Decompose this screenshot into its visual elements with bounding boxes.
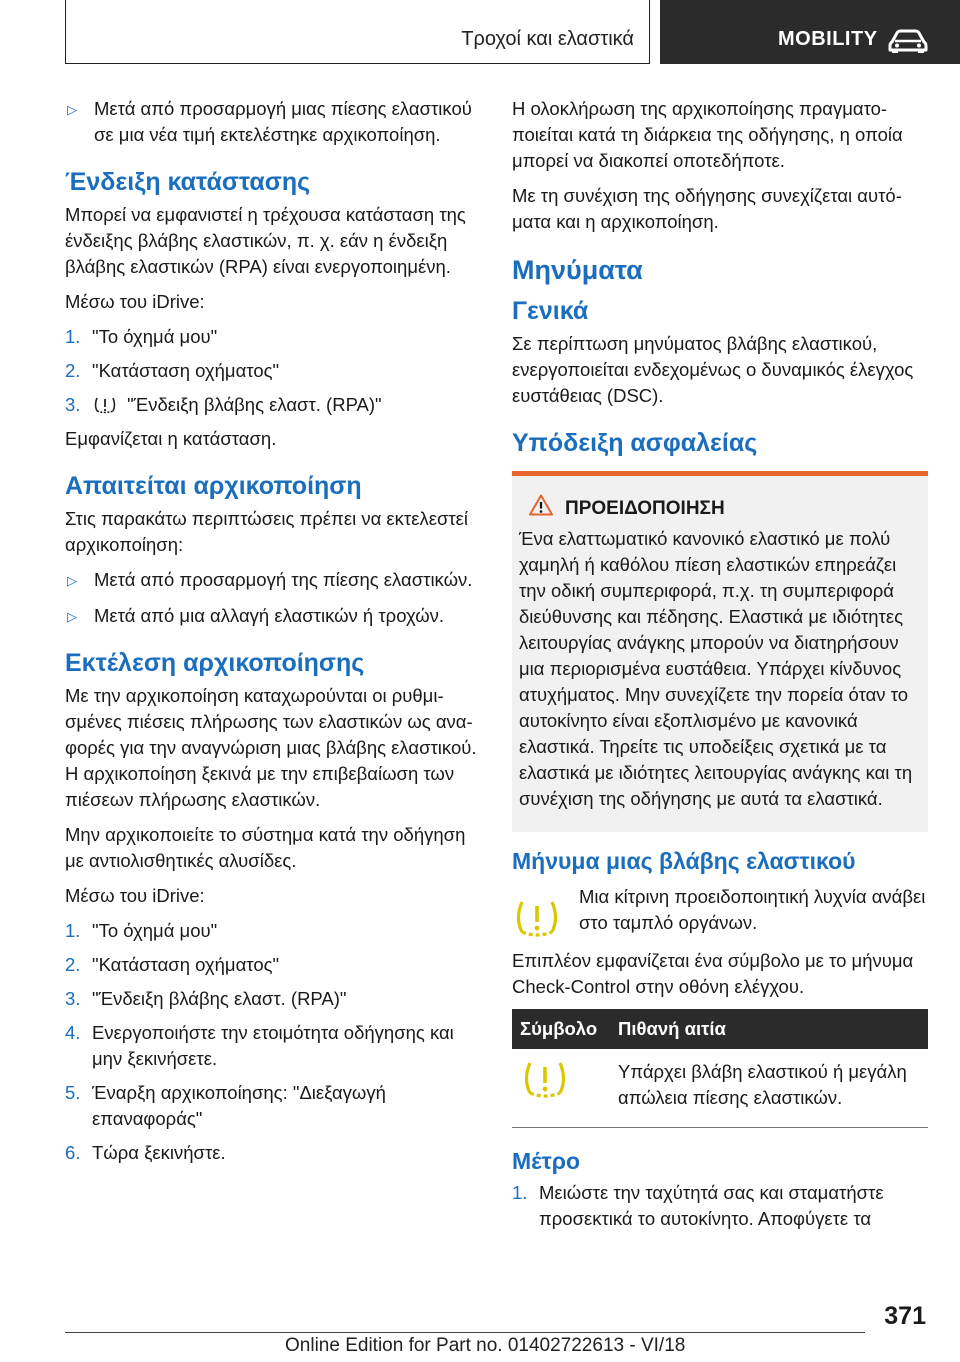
paragraph: Μια κίτρινη προειδοποιητική λυχνία ανάβει στο ταμπλό οργάνων. bbox=[579, 886, 926, 933]
paragraph: Εμφανίζεται η κατάσταση. bbox=[65, 428, 277, 449]
status-steps-list bbox=[65, 324, 483, 418]
list-item bbox=[65, 96, 483, 148]
tire-pressure-icon bbox=[92, 395, 118, 415]
perform-steps-list bbox=[65, 918, 483, 1166]
step-number: 1. bbox=[65, 326, 81, 347]
step-number: 3. bbox=[65, 988, 81, 1009]
step-number: 2. bbox=[65, 360, 81, 381]
list-item bbox=[65, 918, 483, 944]
list-item bbox=[65, 392, 483, 418]
step-text: "Το όχημά μου" bbox=[92, 326, 218, 347]
step-text: Έναρξη αρχικοποίησης: "Διεξαγωγή επαναφοράς" bbox=[92, 1082, 386, 1129]
step-text: "Ένδειξη βλάβης ελαστ. (RPA)" bbox=[92, 988, 347, 1009]
list-item-text: Μετά από προσαρμογή μιας πίεσης ελαστικού σε μια νέα τιμή εκτελέστηκε αρχικοποίηση. bbox=[94, 98, 472, 145]
step-number: 6. bbox=[65, 1142, 81, 1163]
list-item bbox=[65, 1140, 483, 1166]
messages-heading: Μηνύματα bbox=[512, 255, 643, 285]
table-cell-symbol bbox=[512, 1049, 610, 1128]
paragraph: Επιπλέον εμφανίζεται ένα σύμβολο με το μήνυμα Check-Control στην οθόνη ελέγχου. bbox=[512, 950, 914, 997]
list-item bbox=[65, 358, 483, 384]
measure-heading: Μέτρο bbox=[512, 1148, 581, 1174]
safety-heading: Υπόδειξη ασφαλείας bbox=[512, 429, 758, 457]
list-item-text: Μετά από προσαρμογή της πίεσης ελαστικών. bbox=[94, 569, 473, 590]
list-item bbox=[65, 1080, 483, 1132]
step-number: 1. bbox=[65, 920, 81, 941]
paragraph: Με τη συνέχιση της οδήγησης συνεχίζεται αυτόματα και η αρχικοποίηση. bbox=[512, 185, 902, 232]
table-row bbox=[512, 1049, 928, 1128]
general-heading: Γενικά bbox=[512, 297, 589, 325]
list-item bbox=[65, 324, 483, 350]
list-item bbox=[65, 567, 483, 593]
left-column bbox=[65, 96, 483, 1174]
list-item bbox=[65, 986, 483, 1012]
paragraph: Η ολοκλήρωση της αρχικοποίησης πραγματοποιείται κατά τη διάρκεια της οδήγησης, η οποία μπορεί να διακοπεί οποτεδήποτε. bbox=[512, 98, 903, 171]
header-chapter-tab bbox=[660, 0, 960, 64]
paragraph: Μέσω του iDrive: bbox=[65, 885, 205, 906]
table-header-cause: Πιθανή αιτία bbox=[610, 1009, 928, 1049]
table-header-symbol: Σύμβολο bbox=[512, 1009, 610, 1049]
required-heading: Απαιτείται αρχικοποίηση bbox=[65, 472, 362, 500]
tire-pressure-warning-icon bbox=[520, 1059, 570, 1101]
list-item bbox=[65, 1020, 483, 1072]
defect-indicator-row bbox=[512, 884, 928, 936]
paragraph: Μην αρχικοποιείτε το σύστημα κατά την οδήγηση με αντιολισθητικές αλυσίδες. bbox=[65, 824, 466, 871]
warning-triangle-icon bbox=[529, 494, 553, 516]
step-text: "Ένδειξη βλάβης ελαστ. (RPA)" bbox=[127, 394, 382, 415]
paragraph: Με την αρχικοποίηση καταχωρούνται οι ρυθμισμένες πιέσεις πλήρωσης των ελαστικών ως αναφορές για την αναγνώριση μιας βλάβης ελαστικού. Η αρχικοποίηση ξεκινά με την επιβεβαίωση των πιέσεων πλήρωσης ελαστικών. bbox=[65, 685, 477, 810]
header-section-title: Τροχοί και ελαστικά bbox=[461, 28, 634, 50]
step-text: Τώρα ξεκινήστε. bbox=[92, 1142, 226, 1163]
list-item-text: Μετά από μια αλλαγή ελαστικών ή τροχών. bbox=[94, 605, 445, 626]
header-chapter-label: MOBILITY bbox=[778, 28, 878, 50]
step-number: 1. bbox=[512, 1182, 528, 1203]
right-column bbox=[512, 96, 928, 1240]
step-number: 5. bbox=[65, 1082, 81, 1103]
page-number: 371 bbox=[884, 1302, 926, 1330]
footer-divider bbox=[65, 1332, 865, 1333]
step-text: Μειώστε την ταχύτητά σας και σταματήστε προσεκτικά το αυτοκίνητο. Αποφύγετε τα bbox=[539, 1182, 884, 1229]
car-icon bbox=[888, 28, 928, 54]
step-number: 3. bbox=[65, 394, 81, 415]
step-text: "Κατάσταση οχήματος" bbox=[92, 360, 280, 381]
bullet-triangle-icon: ▷ bbox=[67, 609, 77, 624]
step-text: Ενεργοποιήστε την ετοιμότητα οδήγησης και μην ξεκινήσετε. bbox=[92, 1022, 454, 1069]
table-header-row bbox=[512, 1009, 928, 1049]
symbol-table bbox=[512, 1009, 928, 1128]
footer-edition: Online Edition for Part no. 01402722613 - VI/18 bbox=[285, 1335, 686, 1356]
warning-title bbox=[519, 496, 920, 522]
defect-heading: Μήνυμα μιας βλάβης ελαστικού bbox=[512, 848, 856, 874]
paragraph: Στις παρακάτω περιπτώσεις πρέπει να εκτελεστεί αρχικοποίηση: bbox=[65, 508, 469, 555]
bullet-triangle-icon: ▷ bbox=[67, 573, 77, 588]
step-text: "Κατάσταση οχήματος" bbox=[92, 954, 280, 975]
paragraph: Μέσω του iDrive: bbox=[65, 291, 205, 312]
perform-heading: Εκτέλεση αρχικοποίησης bbox=[65, 649, 365, 677]
table-cell-cause: Υπάρχει βλάβη ελαστικού ή μεγάλη απώλεια πίεσης ελαστικών. bbox=[610, 1049, 928, 1128]
measure-steps-list bbox=[512, 1180, 928, 1232]
warning-title-text: ΠΡΟΕΙΔΟΠΟΙΗΣΗ bbox=[565, 498, 725, 519]
warning-box bbox=[512, 471, 928, 832]
step-number: 4. bbox=[65, 1022, 81, 1043]
paragraph: Σε περίπτωση μηνύματος βλάβης ελαστικού, ενεργοποιείται ενδεχομένως ο δυναμικός έλεγχος ευστάθειας (DSC). bbox=[512, 333, 914, 406]
status-heading: Ένδειξη κατάστασης bbox=[65, 168, 311, 196]
list-item bbox=[65, 952, 483, 978]
list-item bbox=[512, 1180, 928, 1232]
step-number: 2. bbox=[65, 954, 81, 975]
tire-pressure-warning-icon bbox=[512, 898, 562, 940]
step-text: "Το όχημά μου" bbox=[92, 920, 218, 941]
warning-text: Ένα ελαττωματικό κανονικό ελαστικό με πολύ χαμηλή ή καθόλου πίεση ελαστικών επηρεάζει την οδική συμπεριφορά, π.χ. τη συμπεριφορά διεύθυνσης και πέδησης. Ελαστικά με ιδιότητες λειτουργίας ανάγκης μπορούν να διατηρήσουν μια περιορισμένα ευστάθεια. Υπάρχει κίνδυνος ατυχήματος. Μην συνεχίζετε την πορεία όταν το αυτοκίνητο είναι εξοπλισμένο με κανονικά ελαστικά. Τηρείτε τις υποδείξεις σχετικά με τα ελαστικά με ιδιότητες λειτουργίας ανάγκης και τη συνέχιση της οδήγησης με αυτά τα ελαστικά. bbox=[519, 528, 913, 809]
list-item bbox=[65, 603, 483, 629]
bullet-triangle-icon: ▷ bbox=[67, 102, 77, 117]
paragraph: Μπορεί να εμφανιστεί η τρέχουσα κατάσταση της ένδειξης βλάβης ελαστικών, π. χ. εάν η ένδειξη βλάβης ελαστικών (RPA) είναι ενεργοποιημένη. bbox=[65, 204, 466, 277]
